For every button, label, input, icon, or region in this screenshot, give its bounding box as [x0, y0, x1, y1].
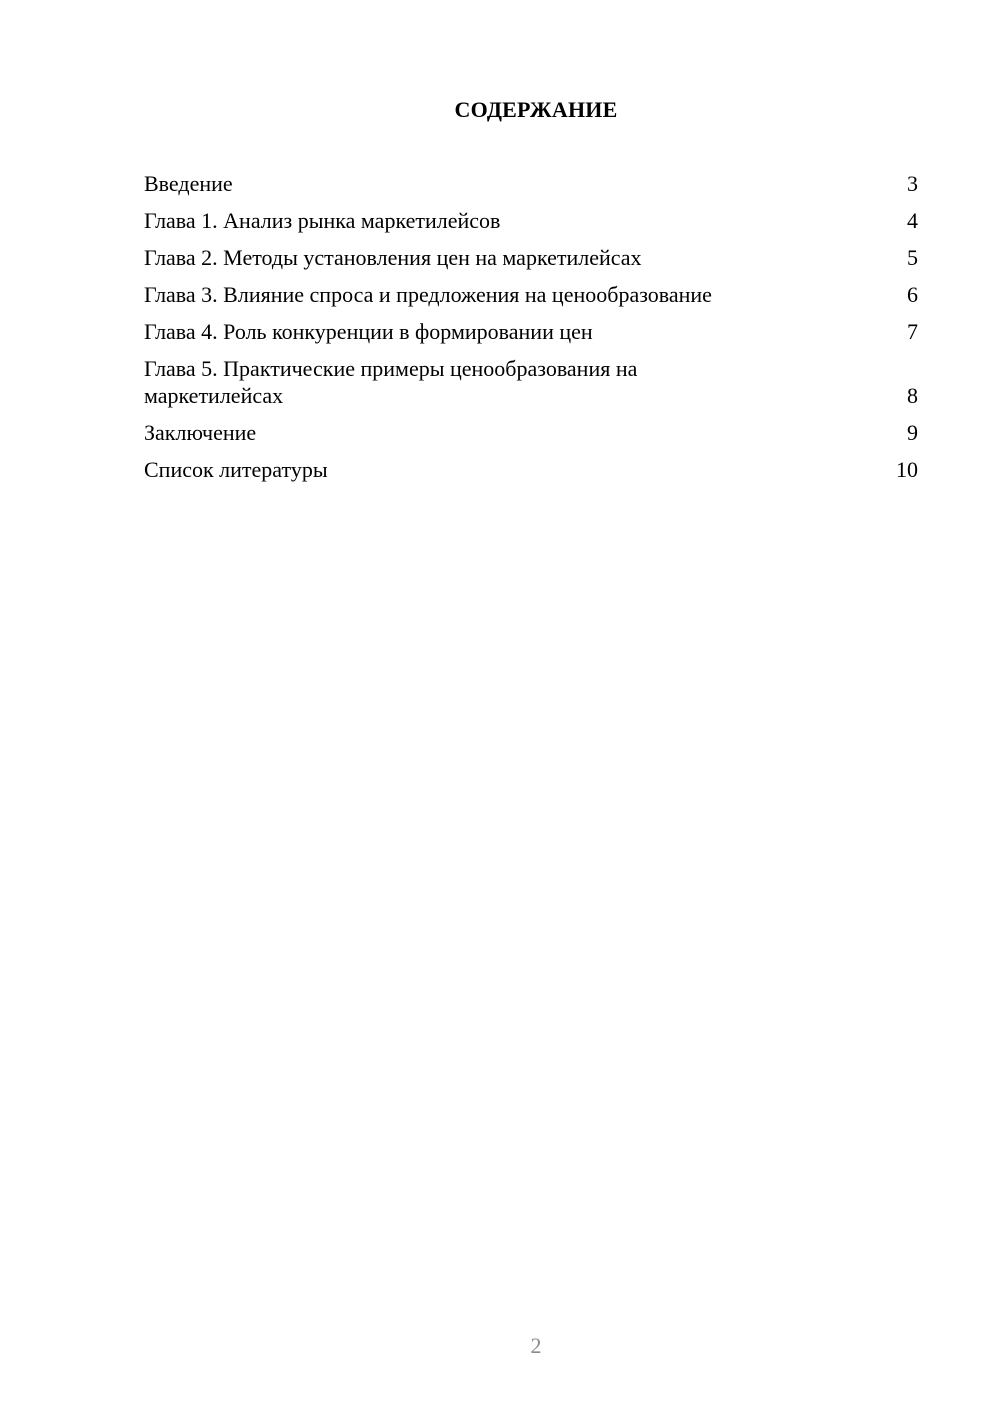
page-title: СОДЕРЖАНИЕ [454, 97, 618, 122]
table-of-contents [144, 170, 918, 493]
toc-entry-chapter-1[interactable] [144, 207, 918, 234]
toc-entry-references[interactable] [144, 456, 918, 483]
toc-entry-page: 9 [907, 420, 918, 445]
toc-entry-label: Глава 5. Практические примеры ценообразования на маркетилейсах [144, 356, 638, 408]
toc-entry-introduction[interactable] [144, 170, 918, 197]
toc-entry-chapter-2[interactable] [144, 244, 918, 271]
toc-entry-label: Список литературы [144, 457, 328, 482]
toc-entry-page: 8 [907, 383, 918, 408]
toc-entry-chapter-4[interactable] [144, 318, 918, 345]
toc-entry-conclusion[interactable] [144, 419, 918, 446]
toc-entry-label: Глава 2. Методы установления цен на маркетилейсах [144, 245, 642, 270]
toc-entry-page: 4 [907, 208, 918, 233]
toc-entry-label: Глава 3. Влияние спроса и предложения на ценообразование [144, 282, 712, 307]
toc-entry-page: 10 [896, 457, 918, 482]
toc-entry-label: Введение [144, 171, 233, 196]
toc-entry-label: Глава 1. Анализ рынка маркетилейсов [144, 208, 501, 233]
page-number: 2 [530, 1333, 542, 1358]
toc-entry-chapter-5[interactable] [144, 355, 918, 409]
toc-entry-page: 7 [907, 319, 918, 344]
toc-entry-label: Заключение [144, 420, 257, 445]
toc-entry-chapter-3[interactable] [144, 281, 918, 308]
toc-entry-page: 3 [907, 171, 918, 196]
toc-entry-page: 5 [907, 245, 918, 270]
toc-entry-page: 6 [907, 282, 918, 307]
toc-entry-label: Глава 4. Роль конкуренции в формировании цен [144, 319, 593, 344]
